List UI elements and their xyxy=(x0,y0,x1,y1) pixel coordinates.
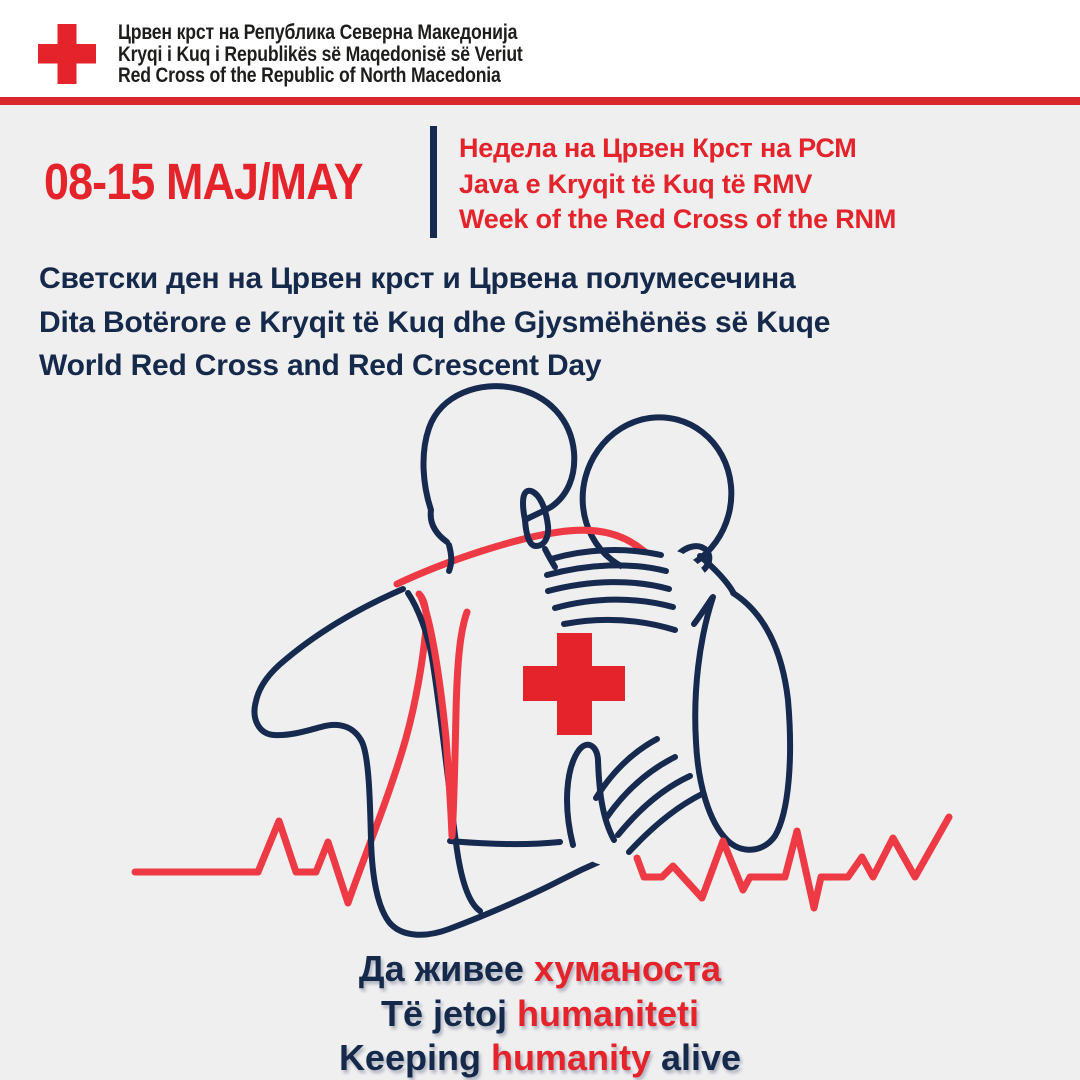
org-name-en: Red Cross of the Republic of North Macedonia xyxy=(118,64,501,87)
week-title-mk: Недела на Црвен Крст на РСМ xyxy=(459,133,857,163)
world-day-mk: Светски ден на Црвен крст и Црвена полумесечина xyxy=(39,262,796,295)
back-person-body xyxy=(255,589,601,935)
slogan-en-highlight: humanity xyxy=(490,1037,651,1078)
lower-hand xyxy=(567,739,702,866)
slogan-line-sq xyxy=(0,992,1080,1037)
week-title-en: Week of the Red Cross of the RNM xyxy=(459,204,897,234)
neck-line xyxy=(449,545,451,571)
slogan-line-en xyxy=(0,1036,1080,1080)
org-name-mk: Црвен крст на Република Северна Македонија xyxy=(118,21,518,44)
org-name-sq: Kryqi i Kuq i Republikës së Maqedonisë së Veriut xyxy=(118,42,523,66)
vest-bottom-edge xyxy=(450,841,560,844)
slogan-mk-highlight: хуманоста xyxy=(533,948,722,989)
slogan-mk-pre: Да живее xyxy=(358,948,534,989)
slogan-en-pre: Keeping xyxy=(338,1037,491,1078)
slogan-sq-pre: Të jetoj xyxy=(380,992,517,1034)
slogan xyxy=(0,947,1080,1080)
ecg-line-right xyxy=(637,817,949,908)
red-cross-emblem xyxy=(523,633,625,735)
world-day-en: World Red Cross and Red Crescent Day xyxy=(39,349,602,382)
ecg-line-left xyxy=(135,594,426,903)
date-range: 08-15 MAJ/MAY xyxy=(44,153,363,210)
slogan-en-post: alive xyxy=(650,1037,742,1078)
vest-edge-fold xyxy=(421,597,467,836)
hanging-forearm xyxy=(695,593,790,850)
world-day-sq: Dita Botërore e Kryqit të Kuq dhe Gjysmëhënës së Kuqe xyxy=(39,305,831,339)
week-title-sq: Java e Kryqit të Kuq të RMV xyxy=(459,168,813,199)
slogan-sq-highlight: humaniteti xyxy=(517,992,700,1034)
slogan-line-mk xyxy=(0,947,1080,992)
